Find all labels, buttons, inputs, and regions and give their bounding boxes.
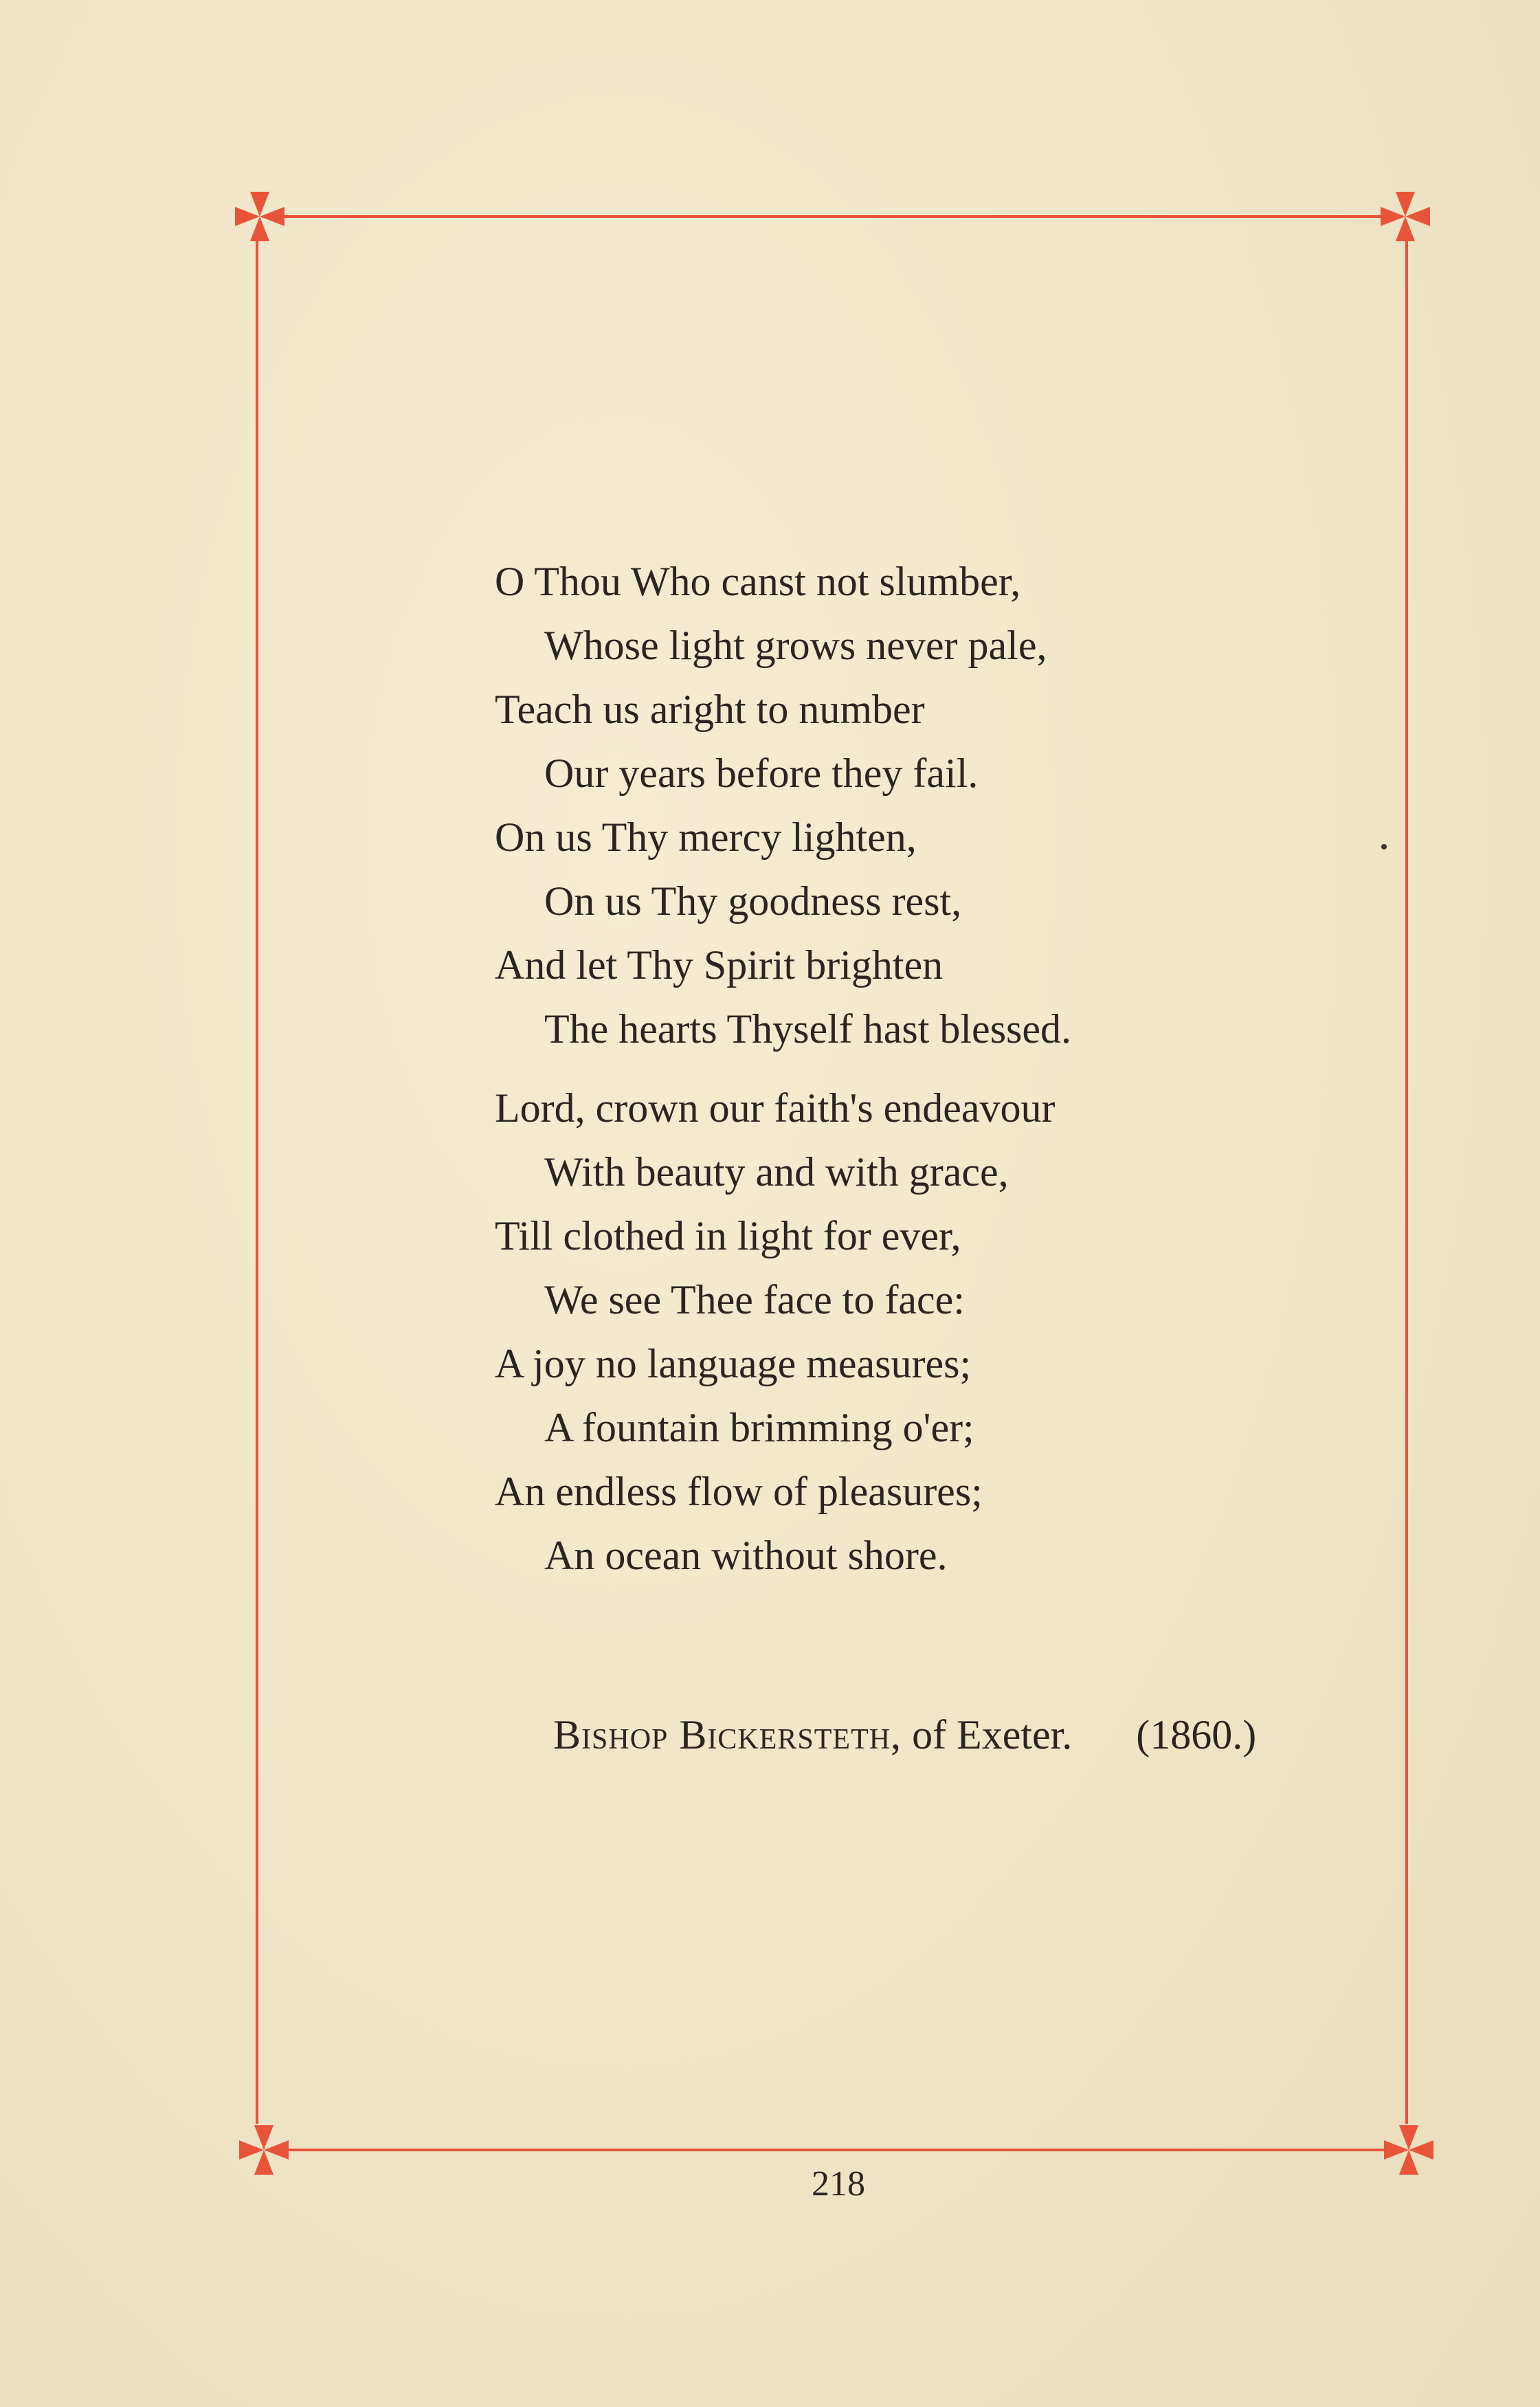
border-bottom-rule — [285, 2149, 1385, 2151]
attribution-place: of Exeter. — [912, 1712, 1073, 1757]
poem-line: With beauty and with grace, — [544, 1149, 1009, 1195]
poem-line: An endless flow of pleasures; — [495, 1469, 983, 1514]
border-right-rule — [1405, 241, 1408, 2124]
poem-line: The hearts Thyself hast blessed. — [544, 1006, 1072, 1052]
poem-line: On us Thy goodness rest, — [544, 878, 962, 924]
poem-line: An ocean without shore. — [544, 1533, 948, 1578]
poem-line: And let Thy Spirit brighten — [495, 942, 944, 988]
ink-speck — [1381, 844, 1387, 850]
border-left-rule — [256, 241, 258, 2124]
attribution-author: Bishop Bickersteth, — [553, 1712, 902, 1757]
poem-line: A joy no language measures; — [495, 1341, 972, 1386]
attribution-year: (1860.) — [1136, 1712, 1257, 1757]
poem-line: Till clothed in light for ever, — [495, 1213, 961, 1258]
maltese-cross-icon — [236, 2122, 291, 2177]
stanza-2 — [495, 1076, 1388, 1588]
poem-line: We see Thee face to face: — [544, 1277, 965, 1322]
attribution — [553, 1711, 1256, 1759]
poem — [495, 550, 1388, 1588]
poem-line: Whose light grows never pale, — [544, 623, 1047, 668]
poem-line: Teach us aright to number — [495, 687, 925, 732]
poem-line: Our years before they fail. — [544, 751, 979, 796]
border-top-rule — [282, 215, 1381, 218]
poem-line: A fountain brimming o'er; — [544, 1405, 974, 1450]
poem-line: On us Thy mercy lighten, — [495, 814, 917, 860]
stanza-1 — [495, 550, 1388, 1061]
maltese-cross-icon — [1381, 2122, 1436, 2177]
poem-line: O Thou Who canst not slumber, — [495, 559, 1021, 604]
page-number: 218 — [812, 2164, 865, 2204]
maltese-cross-icon — [1378, 189, 1433, 244]
maltese-cross-icon — [232, 189, 287, 244]
poem-line: Lord, crown our faith's endeavour — [495, 1085, 1056, 1131]
